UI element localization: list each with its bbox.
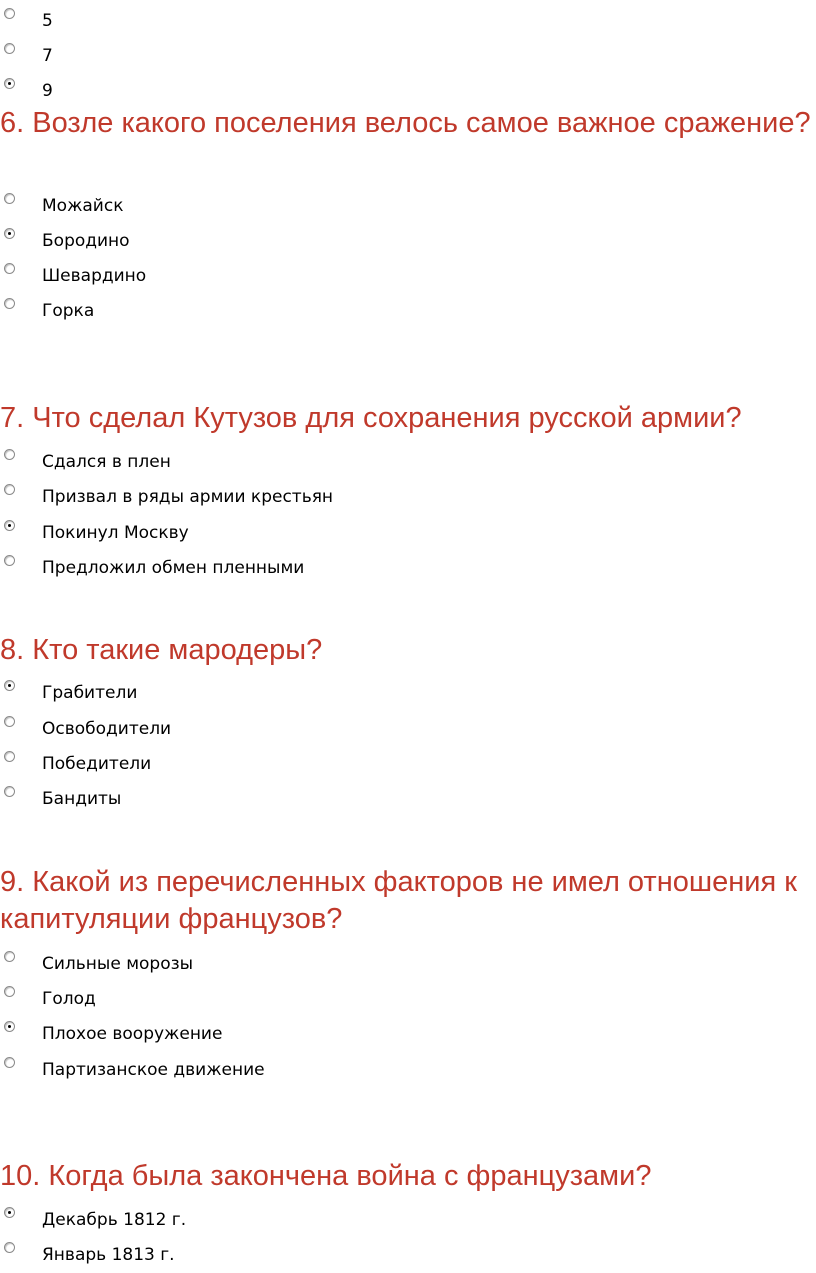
option-label: Бородино <box>42 231 130 251</box>
question-8-title: 8. Кто такие мародеры? <box>0 634 323 666</box>
option-label: Горка <box>42 301 95 321</box>
option-label: Сильные морозы <box>42 954 194 974</box>
radio-button-unchecked[interactable] <box>4 43 15 54</box>
radio-button-checked[interactable] <box>4 78 15 89</box>
radio-button-unchecked[interactable] <box>4 193 15 204</box>
question-7-title: 7. Что сделал Кутузов для сохранения русской армии? <box>0 402 742 434</box>
radio-button-checked[interactable] <box>4 228 15 239</box>
radio-button-unchecked[interactable] <box>4 786 15 797</box>
radio-button-checked[interactable] <box>4 1021 15 1032</box>
option-label: Покинул Москву <box>42 523 189 543</box>
question-10-title: 10. Когда была закончена война с французами? <box>0 1160 652 1192</box>
option-label: 9 <box>42 81 53 101</box>
radio-button-unchecked[interactable] <box>4 555 15 566</box>
option-label: Призвал в ряды армии крестьян <box>42 487 334 507</box>
option-label: Декабрь 1812 г. <box>42 1210 187 1230</box>
radio-button-unchecked[interactable] <box>4 1242 15 1253</box>
option-label: Партизанское движение <box>42 1060 265 1080</box>
question-9-title: 9. Какой из перечисленных факторов не имел отношения к капитуляции французов? <box>0 866 797 935</box>
option-label: Сдался в плен <box>42 452 171 472</box>
radio-button-unchecked[interactable] <box>4 751 15 762</box>
option-label: Победители <box>42 754 152 774</box>
radio-button-checked[interactable] <box>4 520 15 531</box>
radio-button-unchecked[interactable] <box>4 986 15 997</box>
radio-button-unchecked[interactable] <box>4 716 15 727</box>
option-label: Голод <box>42 989 96 1009</box>
option-label: Грабители <box>42 683 138 703</box>
radio-button-unchecked[interactable] <box>4 484 15 495</box>
radio-button-checked[interactable] <box>4 1207 15 1218</box>
radio-button-unchecked[interactable] <box>4 449 15 460</box>
option-label: Январь 1813 г. <box>42 1245 175 1265</box>
option-label: Бандиты <box>42 789 122 809</box>
radio-button-unchecked[interactable] <box>4 263 15 274</box>
option-label: 5 <box>42 11 53 31</box>
radio-button-unchecked[interactable] <box>4 1057 15 1068</box>
option-label: Освободители <box>42 719 172 739</box>
radio-button-unchecked[interactable] <box>4 8 15 19</box>
option-label: 7 <box>42 46 53 66</box>
option-label: Шевардино <box>42 266 147 286</box>
option-label: Предложил обмен пленными <box>42 558 305 578</box>
option-label: Плохое вооружение <box>42 1024 223 1044</box>
question-6-title: 6. Возле какого поселения велось самое важное сражение? <box>0 107 811 139</box>
radio-button-unchecked[interactable] <box>4 298 15 309</box>
radio-button-checked[interactable] <box>4 680 15 691</box>
radio-button-unchecked[interactable] <box>4 951 15 962</box>
option-label: Можайск <box>42 196 124 216</box>
